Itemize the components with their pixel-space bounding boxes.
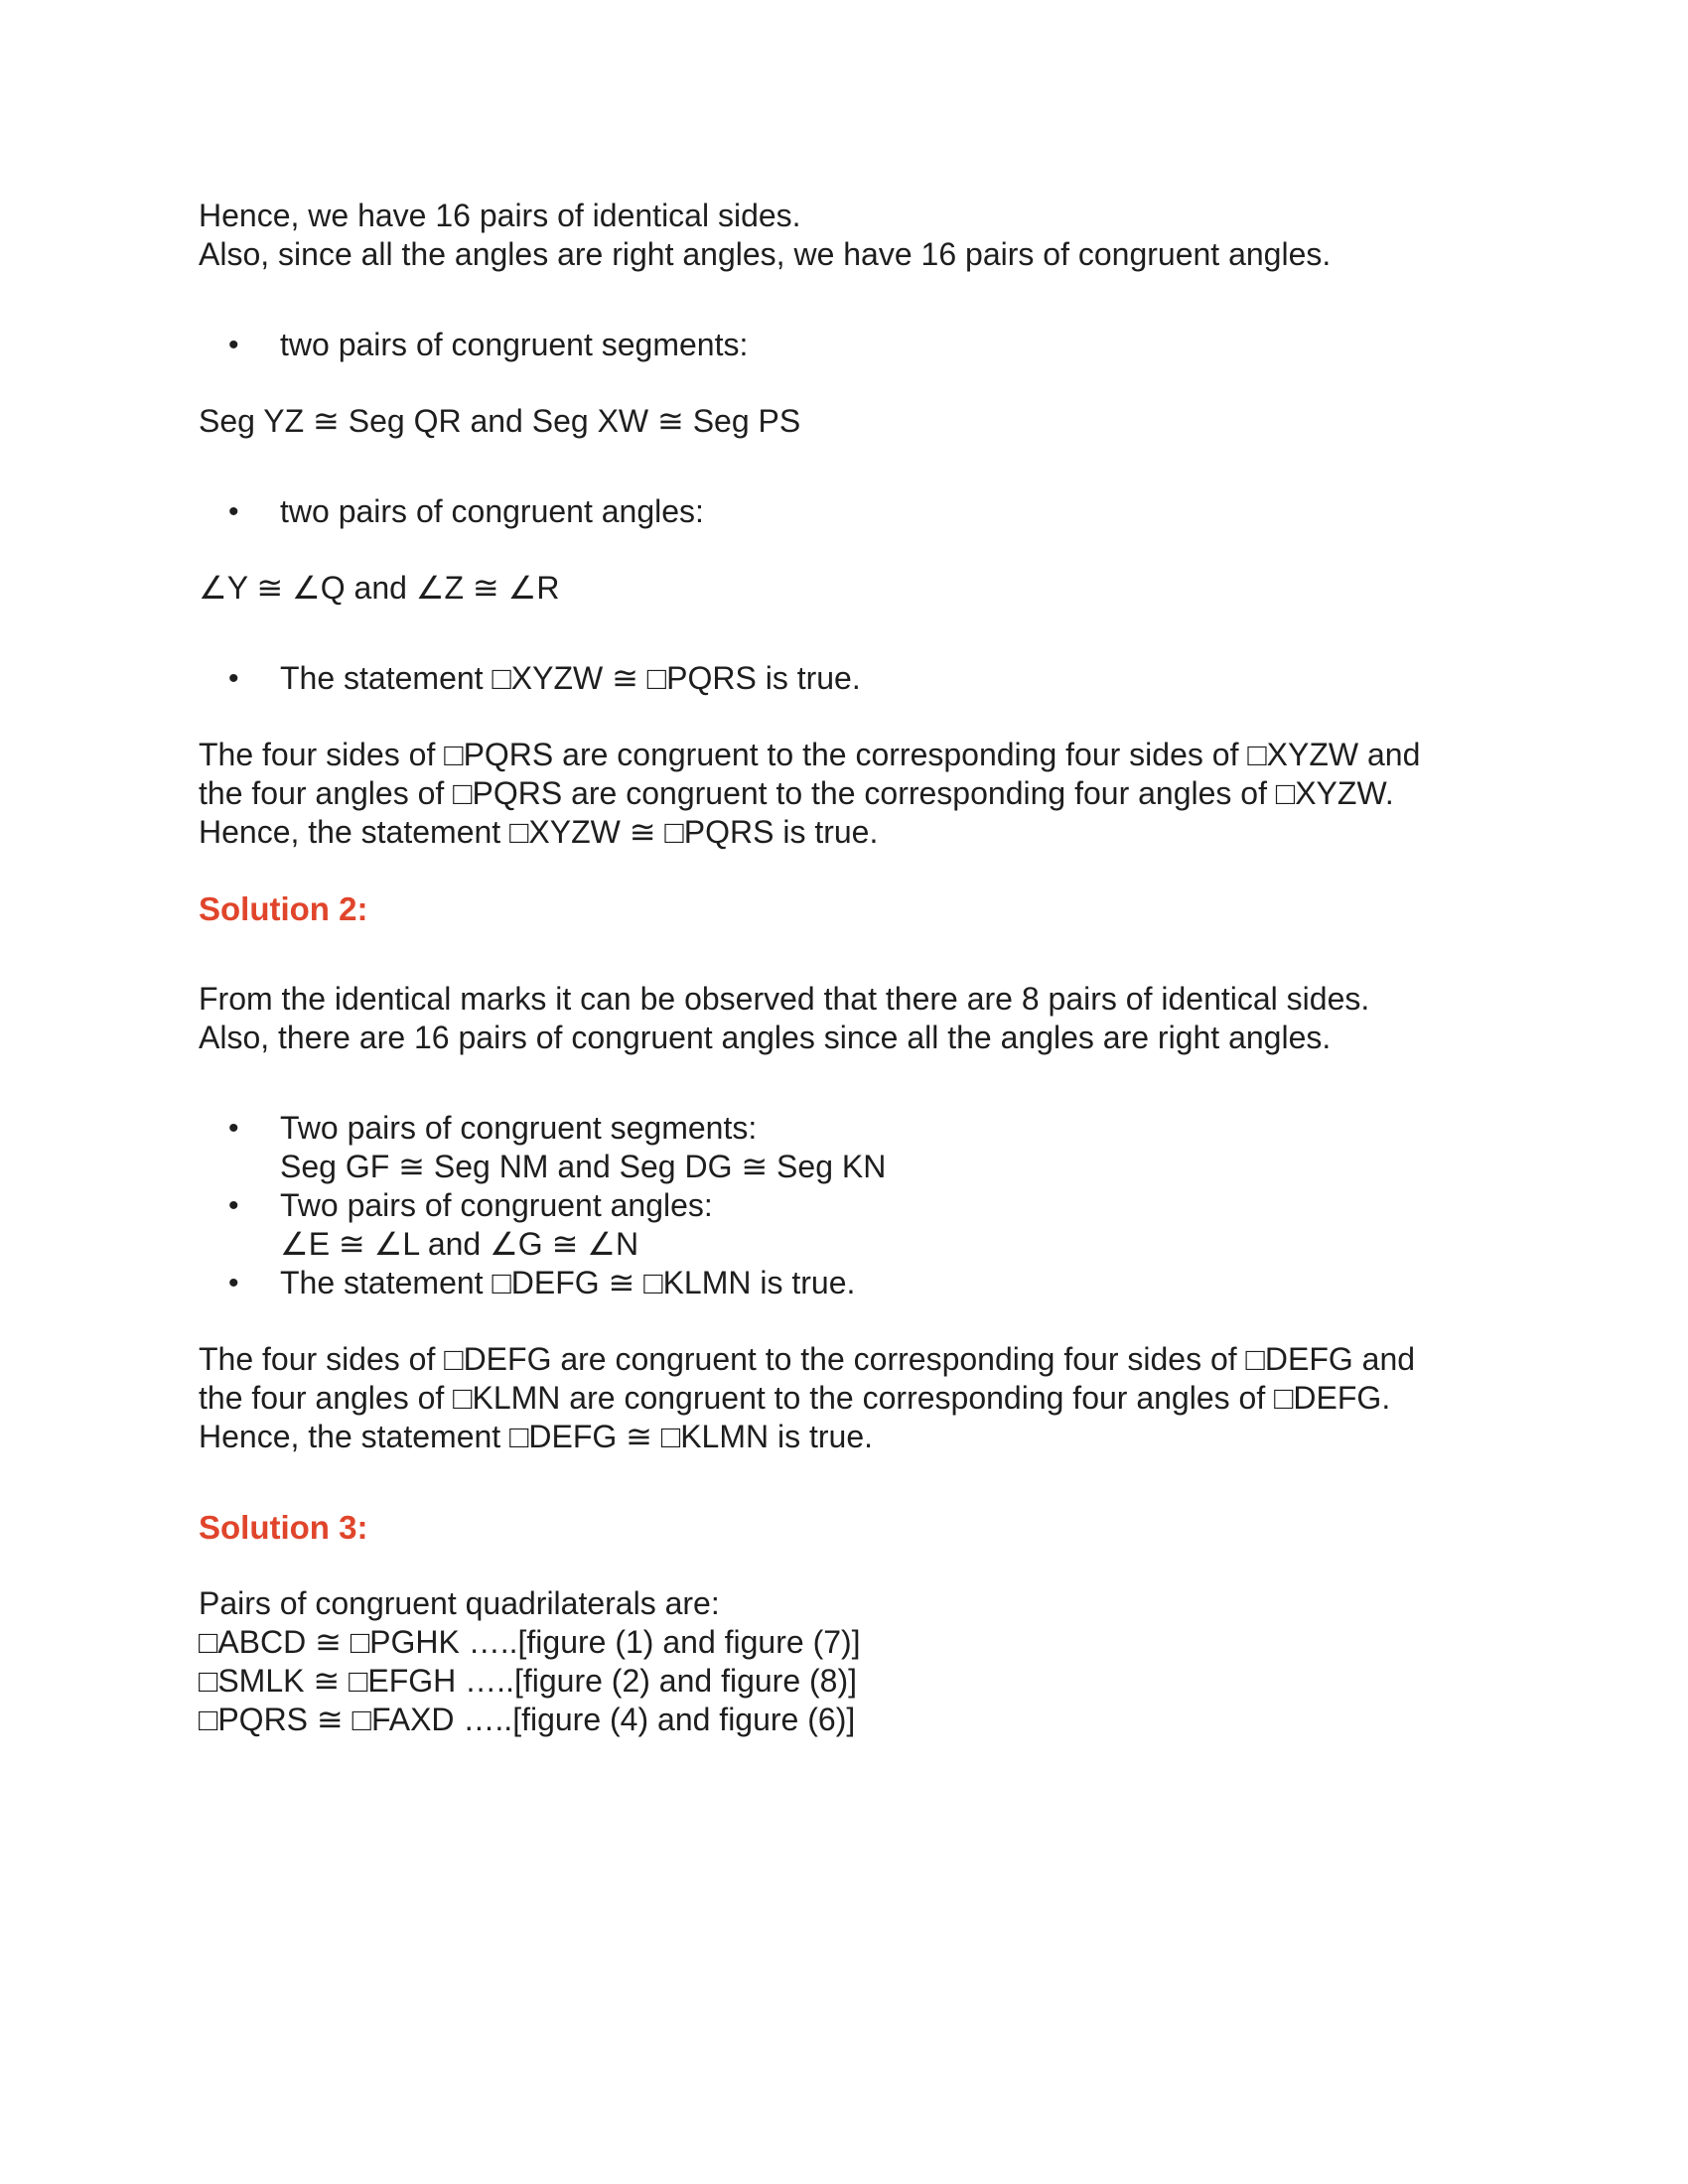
bullet-list [199, 659, 1450, 698]
bullet-list [199, 492, 1450, 531]
bullet-item [199, 1264, 1450, 1302]
text-line: Also, there are 16 pairs of congruent angles since all the angles are right angles. [199, 1020, 1332, 1055]
text-line: Hence, we have 16 pairs of identical sides. [199, 198, 801, 233]
text-line: Hence, the statement □XYZW ≅ □PQRS is true. [199, 814, 879, 850]
text-line: The four sides of □PQRS are congruent to the corresponding four sides of □XYZW and [199, 737, 1421, 772]
solution-3-heading: Solution 3: [199, 1509, 368, 1546]
intro-paragraph [199, 197, 1450, 274]
text-line: The four sides of □DEFG are congruent to the corresponding four sides of □DEFG and [199, 1341, 1416, 1377]
text-line: the four angles of □PQRS are congruent to the corresponding four angles of □XYZW. [199, 775, 1394, 811]
bullet-list [199, 326, 1450, 364]
bullet-item: • two pairs of congruent angles: [199, 492, 1450, 531]
text-line: From the identical marks it can be observed that there are 8 pairs of identical sides. [199, 981, 1370, 1017]
text-line: □SMLK ≅ □EFGH …..[figure (2) and figure (8)] [199, 1663, 857, 1699]
text-line: Hence, the statement □DEFG ≅ □KLMN is true. [199, 1419, 874, 1454]
explanation-paragraph [199, 736, 1450, 852]
text-line: □ABCD ≅ □PGHK …..[figure (1) and figure (7)] [199, 1624, 861, 1660]
bullet-subtext: Seg GF ≅ Seg NM and Seg DG ≅ Seg KN [280, 1149, 887, 1184]
text-line: □PQRS ≅ □FAXD …..[figure (4) and figure (6)] [199, 1702, 856, 1737]
solution-2-heading: Solution 2: [199, 890, 368, 927]
bullet-subtext: ∠E ≅ ∠L and ∠G ≅ ∠N [280, 1226, 639, 1262]
bullet-item: • two pairs of congruent segments: [199, 326, 1450, 364]
bullet-text: • Two pairs of congruent segments: [280, 1110, 758, 1146]
congruent-angles-text: ∠Y ≅ ∠Q and ∠Z ≅ ∠R [199, 570, 560, 606]
text-line: Also, since all the angles are right angles, we have 16 pairs of congruent angles. [199, 236, 1332, 272]
intro-paragraph [199, 980, 1450, 1057]
bullet-text: • Two pairs of congruent angles: [280, 1187, 713, 1223]
congruent-segments-text: Seg YZ ≅ Seg QR and Seg XW ≅ Seg PS [199, 403, 801, 439]
bullet-text: • The statement □DEFG ≅ □KLMN is true. [280, 1265, 856, 1300]
bullet-item [199, 1109, 1450, 1186]
text-line: Pairs of congruent quadrilaterals are: [199, 1585, 720, 1621]
text-line: the four angles of □KLMN are congruent to the corresponding four angles of □DEFG. [199, 1380, 1391, 1416]
bullet-item [199, 1186, 1450, 1264]
bullet-list [199, 1109, 1450, 1302]
bullet-item: • The statement □XYZW ≅ □PQRS is true. [199, 659, 1450, 698]
explanation-paragraph [199, 1340, 1450, 1456]
congruent-quadrilaterals-list [199, 1584, 1450, 1739]
